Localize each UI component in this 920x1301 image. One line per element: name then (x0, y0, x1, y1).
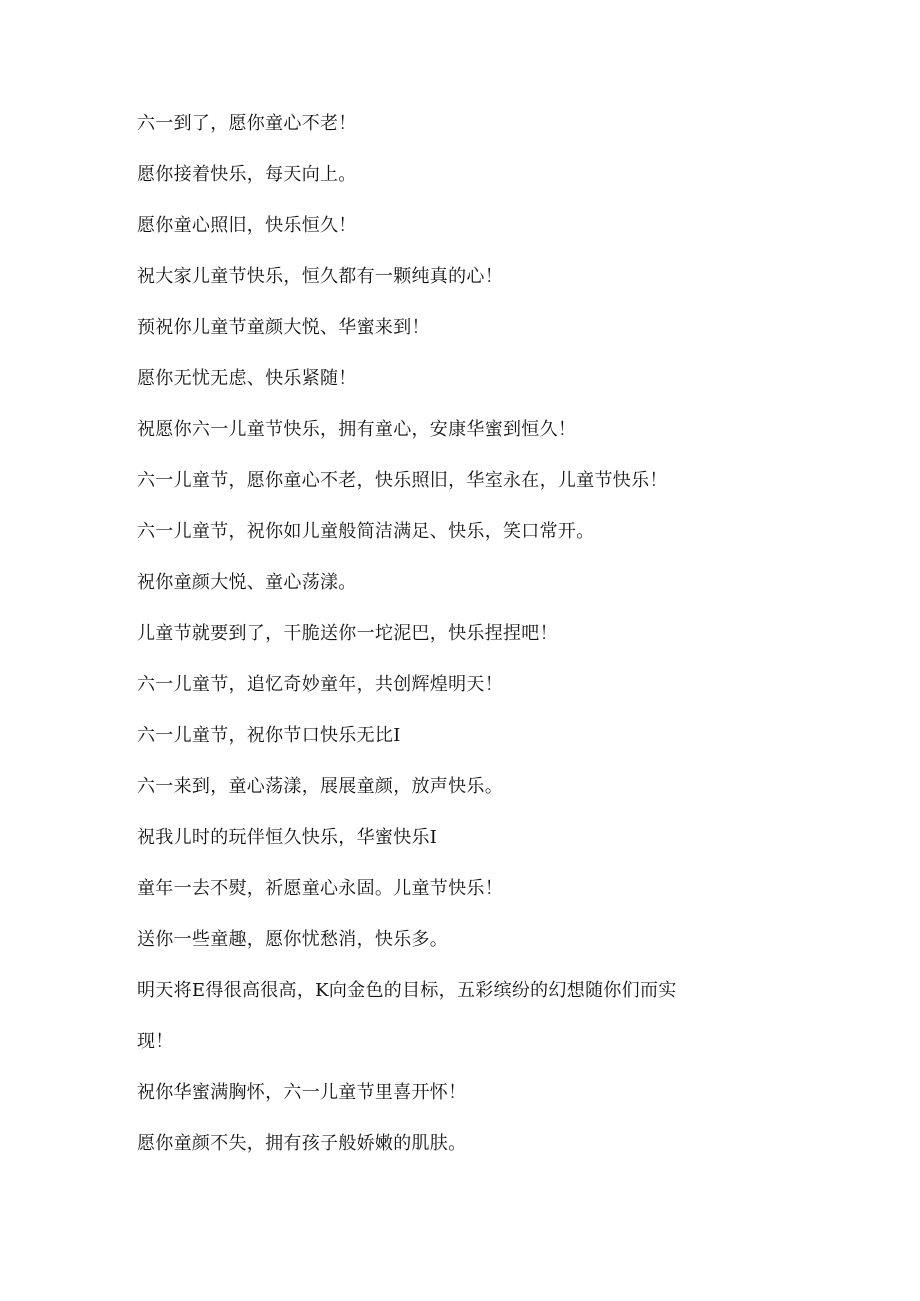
text-line: 儿童节就要到了，干脆送你一坨泥巴，快乐捏捏吧！ (137, 623, 558, 644)
text-body (137, 98, 777, 1169)
text-line: 愿你童颜不失，拥有孩子般娇嫩的肌肤。 (137, 1133, 467, 1154)
text-line: 祝我儿时的玩伴恒久快乐，华蜜快乐I (137, 827, 438, 848)
text-line: 祝愿你六一儿童节快乐，拥有童心，安康华蜜到恒久！ (137, 419, 577, 440)
text-line: 六一儿童节，祝你节口快乐无比I (137, 725, 401, 746)
text-line: 六一儿童节，追忆奇妙童年，共创辉煌明天！ (137, 674, 503, 695)
text-line: 明天将E得很高很高，K向金色的目标，五彩缤纷的幻想随你们而实 (137, 980, 677, 1001)
text-line: 愿你童心照旧，快乐恒久！ (137, 215, 357, 236)
text-line: 六一到了，愿你童心不老！ (137, 113, 357, 134)
text-line: 六一儿童节，愿你童心不老，快乐照旧，华室永在，儿童节快乐！ (137, 470, 668, 491)
text-line: 送你一些童趣，愿你忧愁消，快乐多。 (137, 929, 449, 950)
text-line: 愿你接着快乐，每天向上。 (137, 164, 357, 185)
text-line: 祝大家儿童节快乐，恒久都有一颗纯真的心！ (137, 266, 503, 287)
text-line: 现！ (137, 1031, 174, 1052)
text-line: 祝你华蜜满胸怀，六一儿童节里喜开怀！ (137, 1082, 467, 1103)
text-line: 童年一去不熨，祈愿童心永固。儿童节快乐！ (137, 878, 503, 899)
text-line: 愿你无忧无虑、快乐紧随！ (137, 368, 357, 389)
text-line: 六一儿童节，祝你如儿童般简洁满足、快乐，笑口常开。 (137, 521, 595, 542)
text-line: 预祝你儿童节童颜大悦、华蜜来到！ (137, 317, 430, 338)
text-line: 六一来到，童心荡漾，展展童颜，放声快乐。 (137, 776, 503, 797)
text-line: 祝你童颜大悦、童心荡漾。 (137, 572, 357, 593)
